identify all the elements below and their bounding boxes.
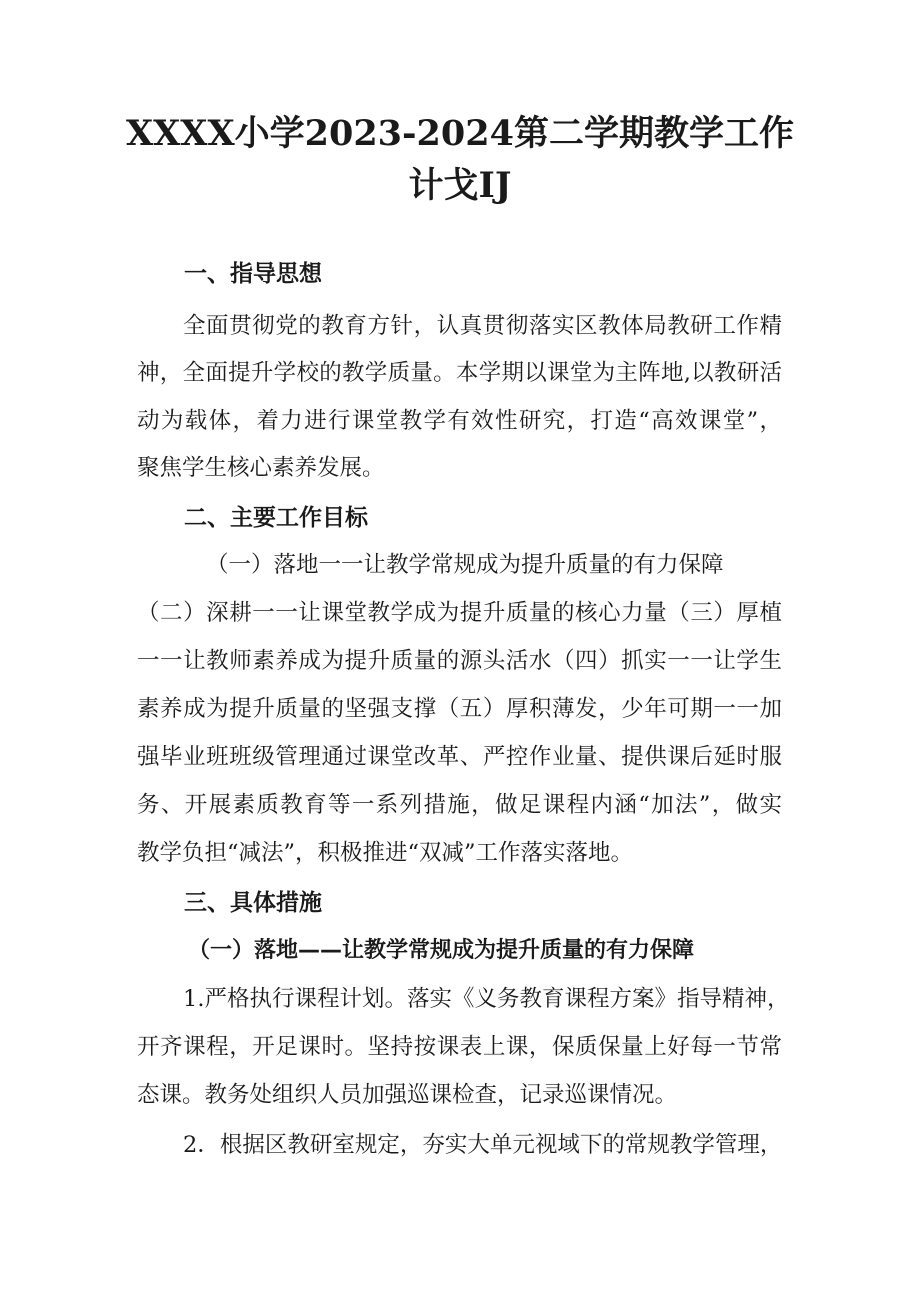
document-title-line-2: 计戈IJ: [408, 165, 512, 206]
measure-subheading: （一）落地——让教学常规成为提升质量的有力保障: [188, 938, 695, 963]
paragraph-line: 1.严格执行课程计划。落实《义务教育课程方案》指导精神，: [183, 986, 790, 1012]
paragraph-line: 务、开展素质教育等一系列措施，做足课程内涵“加法”，做实: [137, 792, 782, 818]
paragraph-line: 神，全面提升学校的教学质量。本学期以课堂为主阵地,以教研活: [137, 360, 782, 386]
paragraph-line: 强毕业班班级管理通过课堂改革、严控作业量、提供课后延时服: [137, 744, 782, 770]
paragraph-line: 2．根据区教研室规定，夯实大单元视域下的常规教学管理，: [183, 1132, 783, 1158]
paragraph-line: 聚焦学生核心素养发展。: [137, 455, 385, 481]
paragraph-line: 全面贯彻党的教育方针，认真贯彻落实区教体局教研工作精: [183, 313, 782, 339]
document-title-line-1: XXXX小学2023-2024第二学期教学工作: [126, 113, 794, 154]
paragraph-line: 动为载体，着力进行课堂教学有效性研究，打造“高效课堂”，: [137, 408, 782, 434]
paragraph-line: 素养成为提升质量的坚强支撑（五）厚积薄发，少年可期一一加: [137, 696, 782, 722]
goal-item-first-line: （一）落地一一让教学常规成为提升质量的有力保障: [206, 552, 724, 578]
section-heading-guiding-ideology: 一、指导思想: [184, 261, 322, 287]
paragraph-line: 开齐课程，开足课时。坚持按课表上课，保质保量上好每一节常: [137, 1034, 782, 1060]
section-heading-specific-measures: 三、具体措施: [184, 890, 322, 916]
section-heading-work-goals: 二、主要工作目标: [184, 505, 368, 531]
paragraph-line: 教学负担“减法”，积极推进“双减”工作落实落地。: [137, 840, 634, 866]
paragraph-line: 一一让教师素养成为提升质量的源头活水（四）抓实一一让学生: [137, 648, 782, 674]
paragraph-line: 态课。教务处组织人员加强巡课检查，记录巡课情况。: [137, 1082, 678, 1108]
paragraph-line: （二）深耕一一让课堂教学成为提升质量的核心力量（三）厚植: [137, 600, 782, 626]
